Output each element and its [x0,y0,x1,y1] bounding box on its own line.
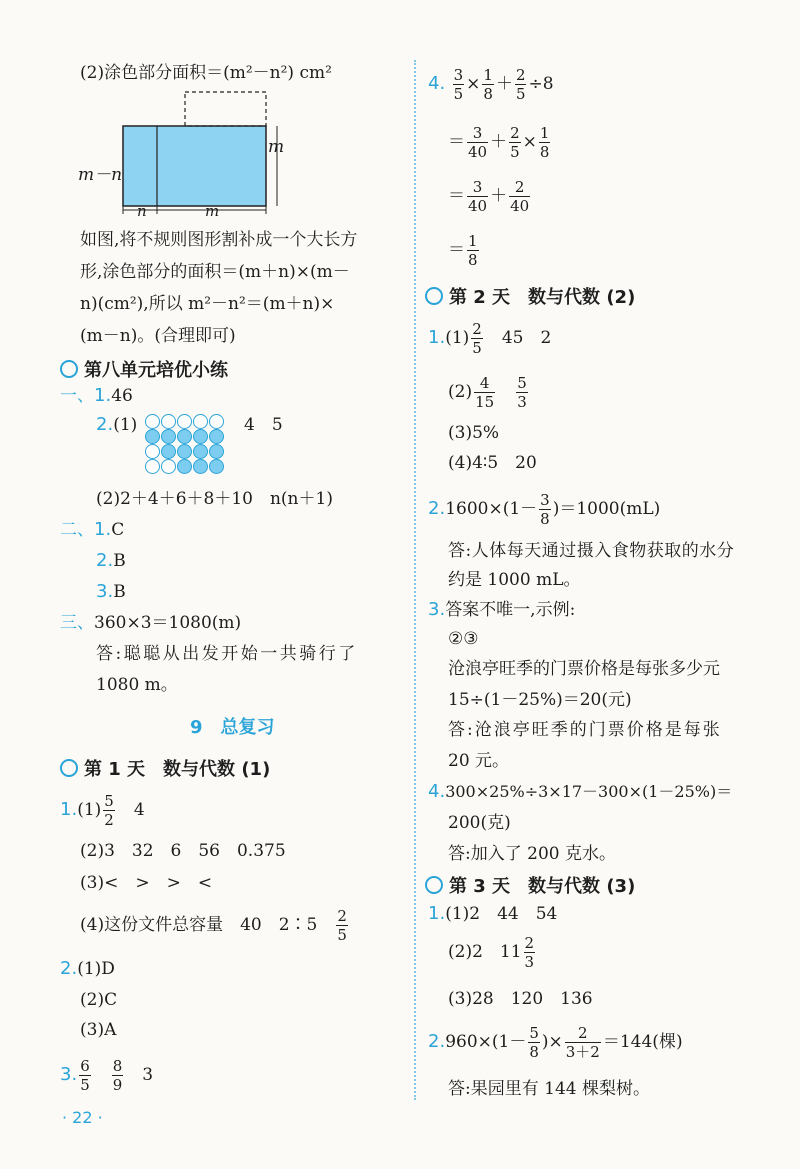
q2-area-label: (2)涂色部分面积＝(m²－n²) cm² [80,63,332,83]
fig-label-m-minus-n: m－n [78,165,123,185]
q-number: 4. [428,781,446,802]
section-circle-icon [60,759,78,777]
answer-text: 20 元。 [448,751,510,771]
answer-text: 答:人体每天通过摄入食物获取的水分 [448,541,735,561]
q-number: 3. [60,1064,78,1085]
q-number: 1. [94,385,112,406]
fraction: $\frac{2}{3}$ [524,934,535,971]
answer-text: (1)D [77,959,115,979]
answer-text: 3 [142,1065,154,1085]
answer-text: 1080 m。 [96,675,178,695]
part-one-marker: 一、 [60,386,94,406]
dot-circle [193,444,208,459]
answer-text: ②③ [448,629,479,649]
dot-circle [161,459,176,474]
fraction: $\frac{6}{5}$ [80,1057,90,1094]
fig-label-m-right: m [268,137,285,157]
q-number: 3. [428,599,446,620]
dot-circle [177,444,192,459]
explain-line-4: (m－n)。(合理即可) [80,326,236,346]
fraction: $\frac{1}{8}$ [483,66,493,103]
fig-label-m-bottom: m [205,202,220,220]
fraction: $\frac{3}{5}$ [453,66,464,103]
answer-text: 沧浪亭旺季的门票价格是每张多少元 [448,659,720,679]
answer-text: (2)3 32 6 56 0.375 [80,841,286,861]
dot-circle [177,429,192,444]
fraction: $\frac{4}{15}$ [475,374,495,411]
operator: )× [541,1032,563,1052]
answer-text: 46 [111,386,133,406]
section-circle-icon [60,360,78,378]
fraction: $\frac{2}{5}$ [510,124,520,161]
answer-text: ÷8 [528,74,554,94]
q-number: 2. [96,550,114,571]
answer-text: (1) [445,328,470,348]
answer-text: (2)C [80,990,118,1010]
fraction: $\frac{5}{3}$ [517,374,527,411]
fraction: $\frac{5}{8}$ [529,1024,539,1061]
answer-text: 360×3＝1080(m) [94,613,242,633]
answer-text: 答:沧浪亭旺季的门票价格是每张 [448,720,722,740]
answer-text: (2) [448,382,473,402]
operator: ＋ [490,186,508,206]
q-number: 1. [428,903,446,924]
dot-circle [177,459,192,474]
answer-text: 200(克) [448,813,511,833]
q-number: 1. [60,799,78,820]
day2-heading: 第 2 天 数与代数 (2) [425,283,635,309]
fraction: $\frac{2}{3+2}$ [565,1024,600,1061]
answer-text: (1)2 44 54 [445,904,558,924]
q-number: 2. [60,958,78,979]
area-figure [75,88,295,218]
q-number: 1. [428,327,446,348]
unit8-heading: 第八单元培优小练 [60,356,228,382]
part-two-marker: 二、 [60,520,94,540]
explain-line-1: 如图,将不规则图形割补成一个大长方 [80,230,358,250]
dot-circle [193,429,208,444]
dot-circle [193,459,208,474]
answer-text: (1) [77,800,102,820]
dot-circle [209,414,224,429]
q-number: 1. [94,519,112,540]
answer-text: 45 2 [501,328,552,348]
answer-text: 答:加入了 200 克水。 [448,844,616,864]
answer-text: 300×25%÷3×17－300×(1－25%)＝ [445,782,733,801]
fraction: $\frac{2}{5}$ [515,66,526,103]
q-number: 2. [428,498,446,519]
answer-text: 1600×(1－ [445,499,538,519]
dot-circle [145,414,160,429]
dot-circle [161,444,176,459]
dot-circle [209,444,224,459]
operator: ＋ [495,74,513,94]
operator: × [522,132,537,152]
fraction: $\frac{2}{40}$ [510,178,530,215]
answer-text: (3)A [80,1020,117,1040]
dot-circle [145,444,160,459]
answer-text: (2)2 11 [448,942,522,962]
fraction: $\frac{1}{8}$ [539,124,550,161]
part-three-marker: 三、 [60,613,94,633]
fraction: $\frac{2}{5}$ [472,320,482,357]
fraction: $\frac{2}{5}$ [337,907,347,944]
answer-text: (3)< > > < [80,873,213,893]
answer-text: 4 [133,800,145,820]
operator: ＝ [448,186,465,206]
answer-text: (4)这份文件总容量 40 2∶5 [80,915,318,935]
fraction: $\frac{3}{8}$ [540,491,550,528]
dot-circle [145,459,160,474]
answer-text: (1) [113,415,138,435]
fraction: $\frac{1}{8}$ [468,232,478,269]
answer-text: 约是 1000 mL。 [448,570,581,590]
dot-circle [161,414,176,429]
answer-text: (3)5% [448,423,500,443]
operator: × [466,74,481,94]
dot-circle [209,459,224,474]
dot-circle [145,429,160,444]
day3-heading: 第 3 天 数与代数 (3) [425,872,635,898]
answer-text: ＝144(棵) [602,1032,683,1052]
answer-text: 答:聪聪从出发开始一共骑行了 [96,644,358,664]
answer-text: (2)2＋4＋6＋8＋10 n(n＋1) [96,489,333,509]
explain-line-3: n)(cm²),所以 m²－n²＝(m＋n)× [80,294,335,314]
q-number: 2. [428,1031,446,1052]
dot-circle [177,414,192,429]
operator: ＝ [448,132,465,152]
fraction: $\frac{3}{40}$ [468,124,488,161]
operator: ＝ [448,240,465,260]
fraction: $\frac{5}{2}$ [104,792,114,829]
day1-heading: 第 1 天 数与代数 (1) [60,755,270,781]
q-number: 2. [96,414,114,435]
chapter-heading: 9 总复习 [190,717,275,738]
answer-text: 960×(1－ [445,1032,527,1052]
dot-circle [193,414,208,429]
q-number: 4. [428,73,446,94]
answer-text: 答案不唯一,示例: [445,600,576,620]
dot-pattern-figure [145,414,225,474]
fraction: $\frac{3}{40}$ [468,178,488,215]
explain-line-2: 形,涂色部分的面积＝(m＋n)×(m－ [80,262,350,282]
answer-text: )＝1000(mL) [552,499,661,519]
answer-text: 4 5 [244,415,283,435]
answer-text: (3)28 120 136 [448,989,593,1009]
page-number: · 22 · [62,1108,103,1127]
answer-text: (4)4∶5 20 [448,453,537,473]
q-number: 3. [96,581,114,602]
operator: ＋ [490,132,508,152]
dot-circle [161,429,176,444]
column-divider [414,60,416,1100]
answer-text: 答:果园里有 144 棵梨树。 [448,1079,650,1099]
dot-circle [209,429,224,444]
answer-text: B [113,551,126,571]
answer-text: C [111,520,125,540]
answer-text: B [113,582,126,602]
section-circle-icon [425,287,443,305]
section-circle-icon [425,876,443,894]
answer-text: 15÷(1－25%)＝20(元) [448,690,632,710]
fraction: $\frac{8}{9}$ [112,1057,123,1094]
fig-label-n: n [137,202,147,220]
